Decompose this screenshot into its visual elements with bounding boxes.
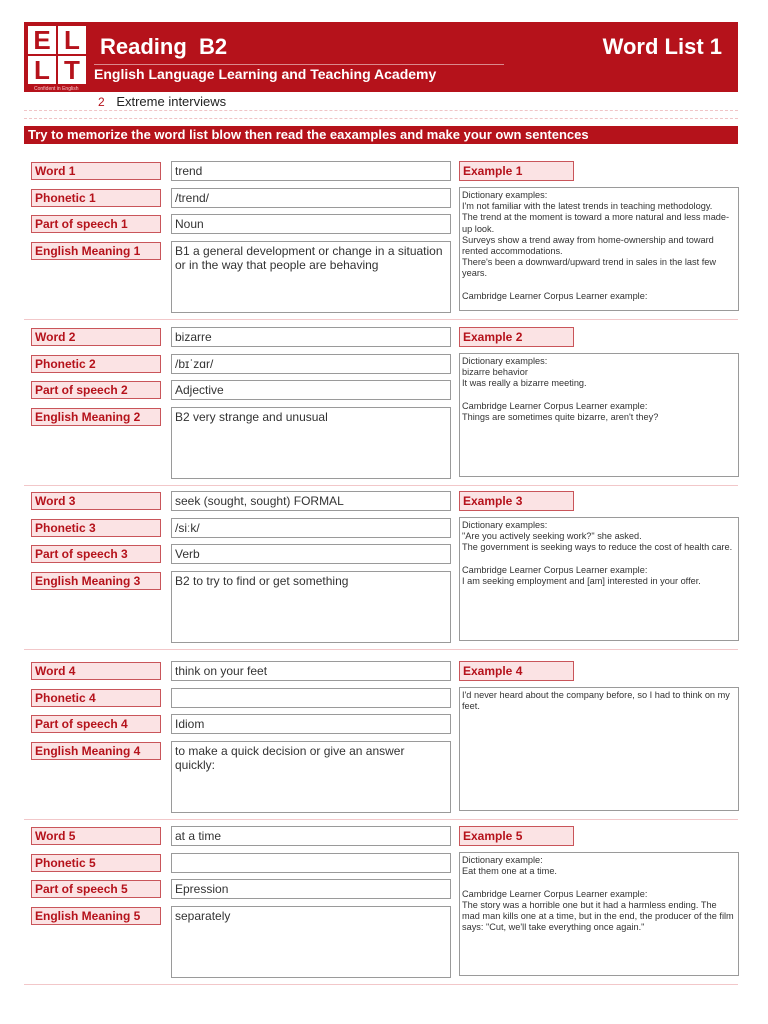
word-label: Word 1 (31, 162, 161, 180)
section-divider (24, 319, 738, 320)
pos-label: Part of speech 5 (31, 880, 161, 898)
section-divider (24, 485, 738, 486)
logo-letter: L (58, 26, 86, 54)
word-label: Word 3 (31, 492, 161, 510)
instruction-banner: Try to memorize the word list blow then read the eaxamples and make your own sentences (24, 126, 738, 144)
academy-name: English Language Learning and Teaching Academy (94, 66, 437, 82)
section-divider (24, 819, 738, 820)
pos-field[interactable]: Verb (171, 544, 451, 564)
word-section (0, 327, 768, 487)
unit-number: 2 (98, 95, 105, 109)
meaning-label: English Meaning 5 (31, 907, 161, 925)
logo-letter: E (28, 26, 56, 54)
page-title: Reading B2 (100, 34, 228, 59)
logo-letter: L (28, 56, 56, 84)
example-field[interactable]: Dictionary examples: "Are you actively seeking work?" she asked. The government is seeking ways to reduce the cost of health care. Cambridge Learner Corpus Learner example: I am seeking employment and [am] interested in your offer. (459, 517, 739, 641)
page-header (24, 22, 738, 92)
word-field[interactable]: think on your feet (171, 661, 451, 681)
example-label: Example 5 (459, 826, 574, 846)
phonetic-label: Phonetic 5 (31, 854, 161, 872)
unit-heading (98, 94, 226, 109)
phonetic-label: Phonetic 1 (31, 189, 161, 207)
word-label: Word 5 (31, 827, 161, 845)
header-divider (94, 64, 504, 65)
word-field[interactable]: trend (171, 161, 451, 181)
ellt-logo (28, 26, 90, 88)
phonetic-field[interactable] (171, 688, 451, 708)
meaning-field[interactable]: to make a quick decision or give an answer quickly: (171, 741, 451, 813)
phonetic-label: Phonetic 3 (31, 519, 161, 537)
logo-tagline: Confident in English (34, 86, 79, 92)
meaning-label: English Meaning 1 (31, 242, 161, 260)
example-field[interactable]: I'd never heard about the company before, so I had to think on my feet. (459, 687, 739, 811)
pos-field[interactable]: Adjective (171, 380, 451, 400)
word-section (0, 161, 768, 321)
word-field[interactable]: seek (sought, sought) FORMAL (171, 491, 451, 511)
word-label: Word 4 (31, 662, 161, 680)
word-label: Word 2 (31, 328, 161, 346)
section-divider (24, 649, 738, 650)
logo-letter: T (58, 56, 86, 84)
pos-field[interactable]: Noun (171, 214, 451, 234)
pos-label: Part of speech 3 (31, 545, 161, 563)
meaning-label: English Meaning 3 (31, 572, 161, 590)
word-section (0, 661, 768, 821)
word-section (0, 491, 768, 651)
pos-field[interactable]: Epression (171, 879, 451, 899)
dashed-divider (24, 110, 738, 111)
example-field[interactable]: Dictionary examples: I'm not familiar with the latest trends in teaching methodology. The trend at the moment is toward a more natural and less made-up look. Surveys show a trend away from home-ownership and toward rented accommodations. There's been a downward/upward trend in sales in the last few years. Cambridge Learner Corpus Learner example: (459, 187, 739, 311)
unit-title: Extreme interviews (116, 94, 227, 109)
phonetic-label: Phonetic 2 (31, 355, 161, 373)
meaning-label: English Meaning 4 (31, 742, 161, 760)
meaning-field[interactable]: separately (171, 906, 451, 978)
pos-label: Part of speech 1 (31, 215, 161, 233)
pos-field[interactable]: Idiom (171, 714, 451, 734)
meaning-field[interactable]: B2 to try to find or get something (171, 571, 451, 643)
phonetic-field[interactable]: /trend/ (171, 188, 451, 208)
phonetic-field[interactable]: /bɪˈzɑr/ (171, 354, 451, 374)
pos-label: Part of speech 4 (31, 715, 161, 733)
phonetic-field[interactable]: /siːk/ (171, 518, 451, 538)
meaning-label: English Meaning 2 (31, 408, 161, 426)
dashed-divider (24, 118, 738, 119)
meaning-field[interactable]: B2 very strange and unusual (171, 407, 451, 479)
pos-label: Part of speech 2 (31, 381, 161, 399)
word-section (0, 826, 768, 986)
example-field[interactable]: Dictionary example: Eat them one at a time. Cambridge Learner Corpus Learner example: The story was a horrible one but it had a harmless ending. The mad man kills one at a time, but in the end, the producer of the film says: "Cut, we'll take everything once again." (459, 852, 739, 976)
meaning-field[interactable]: B1 a general development or change in a situation or in the way that people are behaving (171, 241, 451, 313)
phonetic-field[interactable] (171, 853, 451, 873)
word-list-title: Word List 1 (602, 34, 722, 59)
example-field[interactable]: Dictionary examples: bizarre behavior It was really a bizarre meeting. Cambridge Learner Corpus Learner example: Things are sometimes quite bizarre, aren't they? (459, 353, 739, 477)
example-label: Example 2 (459, 327, 574, 347)
example-label: Example 3 (459, 491, 574, 511)
word-field[interactable]: at a time (171, 826, 451, 846)
phonetic-label: Phonetic 4 (31, 689, 161, 707)
word-field[interactable]: bizarre (171, 327, 451, 347)
example-label: Example 1 (459, 161, 574, 181)
example-label: Example 4 (459, 661, 574, 681)
section-divider (24, 984, 738, 985)
